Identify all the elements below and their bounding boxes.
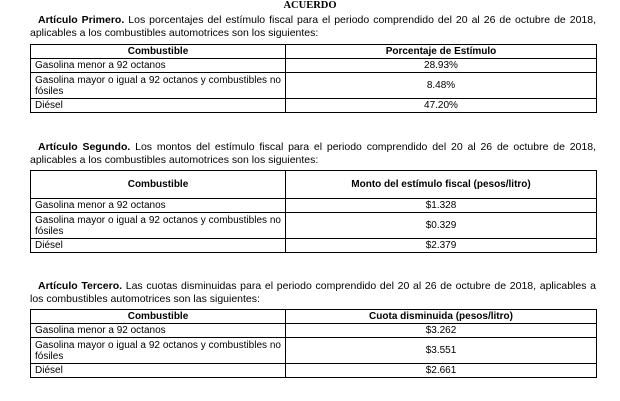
article-3-title: Artículo Tercero.	[38, 280, 123, 292]
fuel-cell: Gasolina menor a 92 octanos	[31, 199, 286, 213]
column-header-fuel: Combustible	[31, 45, 286, 59]
fuel-cell: Gasolina menor a 92 octanos	[31, 59, 286, 73]
table-row	[31, 239, 597, 253]
value-cell: 47.20%	[286, 99, 597, 113]
article-2-text: Los montos del estímulo fiscal para el periodo comprendido del 20 al 26 de octubre de 2018, aplicables a los combustibles automotrices son los siguientes:	[30, 141, 596, 166]
value-cell: 28.93%	[286, 59, 597, 73]
article-2-title: Artículo Segundo.	[38, 141, 131, 153]
fuel-cell: Gasolina mayor o igual a 92 octanos y combustibles no fósiles	[31, 73, 286, 99]
article-1-text: Los porcentajes del estímulo fiscal para el periodo comprendido del 20 al 26 de octubre de 2018, aplicables a los combustibles automotrices son los siguientes:	[30, 14, 597, 39]
article-3-paragraph	[30, 280, 596, 305]
table-row	[31, 324, 597, 338]
value-cell: $2.379	[286, 239, 597, 253]
table-header-row	[31, 310, 597, 324]
article-3-table	[30, 309, 597, 378]
value-cell: $3.551	[286, 338, 597, 364]
table-row	[31, 338, 597, 364]
value-cell: 8.48%	[286, 73, 597, 99]
table-row	[31, 59, 597, 73]
document-heading: ACUERDO	[283, 0, 337, 11]
column-header-fuel: Combustible	[31, 171, 286, 199]
fuel-cell: Diésel	[31, 364, 286, 378]
value-cell: $2.661	[286, 364, 597, 378]
value-cell: $1.328	[286, 199, 597, 213]
value-cell: $0.329	[286, 213, 597, 239]
article-3-text: Las cuotas disminuidas para el periodo comprendido del 20 al 26 de octubre de 2018, aplicables a los combustibles automotrices son las siguientes:	[30, 280, 596, 305]
table-row	[31, 99, 597, 113]
table-header-row	[31, 45, 597, 59]
article-1-title: Artículo Primero.	[38, 14, 125, 26]
article-2-paragraph	[30, 141, 596, 166]
fuel-cell: Gasolina mayor o igual a 92 octanos y combustibles no fósiles	[31, 338, 286, 364]
column-header-value: Cuota disminuida (pesos/litro)	[286, 310, 597, 324]
article-1-paragraph	[30, 14, 596, 39]
value-cell: $3.262	[286, 324, 597, 338]
column-header-value: Porcentaje de Estímulo	[286, 45, 597, 59]
table-row	[31, 364, 597, 378]
fuel-cell: Gasolina menor a 92 octanos	[31, 324, 286, 338]
table-row	[31, 73, 597, 99]
table-header-row	[31, 171, 597, 199]
column-header-value: Monto del estímulo fiscal (pesos/litro)	[286, 171, 597, 199]
article-1-table	[30, 44, 597, 113]
fuel-cell: Diésel	[31, 99, 286, 113]
table-row	[31, 213, 597, 239]
table-row	[31, 199, 597, 213]
fuel-cell: Gasolina mayor o igual a 92 octanos y combustibles no fósiles	[31, 213, 286, 239]
article-2-table	[30, 170, 597, 253]
fuel-cell: Diésel	[31, 239, 286, 253]
column-header-fuel: Combustible	[31, 310, 286, 324]
